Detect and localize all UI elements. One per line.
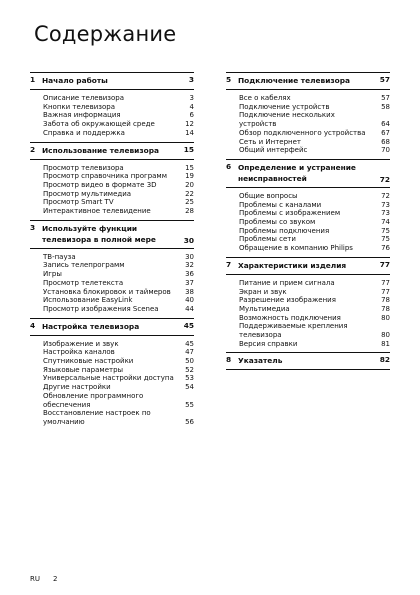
section-title: Характеристики изделия: [238, 260, 347, 270]
toc-entry-page: 54: [185, 383, 194, 392]
toc-entry-label: Подключение нескольких устройств: [239, 111, 335, 129]
toc-section: [226, 257, 390, 349]
section-number: 1: [30, 75, 36, 84]
toc-entry-page: 75: [381, 235, 390, 244]
toc-entry-label: Просмотр телевизора: [43, 163, 124, 172]
toc-entry[interactable]: [226, 146, 390, 155]
toc-entry-label: Забота об окружающей среде: [43, 120, 155, 129]
toc-entry-label: Сеть и Интернет: [239, 137, 301, 146]
toc-entry-page: 22: [185, 189, 194, 198]
toc-entry-page: 67: [381, 128, 390, 137]
toc-entry[interactable]: [226, 201, 390, 210]
toc-entry-label: Обновление программного обеспечения: [43, 391, 144, 409]
section-title: Начало работы: [42, 76, 108, 85]
section-number: 3: [30, 222, 36, 232]
toc-section-heading[interactable]: [30, 220, 194, 249]
section-page-number: 3: [188, 75, 194, 84]
toc-entry-page: 52: [185, 365, 194, 374]
toc-entry-label: Мультимедиа: [239, 304, 290, 313]
footer-language: RU: [30, 575, 40, 583]
toc-section: [226, 72, 390, 155]
toc-entry-label: Языковые параметры: [43, 365, 124, 374]
toc-entry-label: Просмотр справочника программ: [43, 172, 167, 181]
toc-entry-page: 37: [185, 278, 194, 287]
toc-section-heading[interactable]: [30, 318, 194, 336]
toc-entry-page: 58: [381, 102, 390, 111]
toc-entry[interactable]: [226, 340, 390, 349]
toc-entry-label: Проблемы подключения: [239, 226, 330, 235]
toc-entry[interactable]: [30, 296, 194, 305]
toc-entry-label: Игры: [43, 270, 62, 279]
section-number: 7: [226, 259, 232, 269]
page-footer: [30, 575, 57, 583]
toc-entry[interactable]: [30, 383, 194, 392]
toc-entry-label: Разрешение изображения: [239, 296, 336, 305]
toc-entry-page: 70: [381, 146, 390, 155]
toc-entry[interactable]: [30, 357, 194, 366]
toc-entry-label: Проблемы сети: [239, 235, 296, 244]
toc-entry-label: Проблемы с каналами: [239, 200, 322, 209]
toc-entry-page: 57: [381, 94, 390, 102]
toc-section: [226, 159, 390, 253]
section-title: Используйте функции телевизора в полной мере: [42, 223, 156, 244]
toc-entry[interactable]: [226, 227, 390, 236]
toc-entry-label: Универсальные настройки доступа: [43, 374, 174, 383]
toc-right-column: [226, 72, 390, 374]
toc-entry[interactable]: [30, 207, 194, 216]
toc-entry-page: 30: [185, 252, 194, 261]
toc-entry[interactable]: [226, 218, 390, 227]
toc-entry[interactable]: [30, 164, 194, 173]
toc-entry[interactable]: [226, 279, 390, 288]
toc-entry-page: 38: [185, 287, 194, 296]
toc-section: [30, 318, 194, 427]
toc-entry-label: ТВ-пауза: [43, 252, 76, 261]
toc-entry-page: 80: [381, 331, 390, 340]
toc-entry[interactable]: [30, 409, 194, 426]
toc-entry-page: 78: [381, 296, 390, 305]
toc-entry-label: Просмотр видео в формате 3D: [43, 180, 157, 189]
toc-entry-label: Интерактивное телевидение: [43, 207, 151, 216]
toc-entry-label: Возможность подключения: [239, 313, 341, 322]
toc-entry-page: 81: [381, 339, 390, 348]
toc-entry[interactable]: [30, 103, 194, 112]
toc-entry-label: Установка блокировок и таймеров: [43, 287, 171, 296]
section-page-number: 45: [183, 320, 194, 330]
footer-page-number: 2: [53, 575, 58, 583]
section-number: 5: [226, 75, 232, 84]
toc-entry-page: 47: [185, 348, 194, 357]
toc-entry[interactable]: [30, 181, 194, 190]
toc-entry[interactable]: [30, 111, 194, 120]
toc-entry-label: Описание телевизора: [43, 94, 125, 102]
toc-entry[interactable]: [226, 138, 390, 147]
toc-entry[interactable]: [30, 305, 194, 314]
toc-entry-page: 3: [189, 94, 194, 102]
toc-entry[interactable]: [226, 288, 390, 297]
toc-entry-page: 76: [381, 244, 390, 253]
toc-entry-label: Проблемы со звуком: [239, 218, 316, 227]
section-page-number: 82: [379, 355, 390, 365]
toc-entry-label: Просмотр Smart TV: [43, 198, 114, 207]
toc-entry[interactable]: [226, 111, 390, 128]
toc-entry[interactable]: [30, 374, 194, 383]
section-number: 6: [226, 161, 232, 171]
toc-entry-page: 64: [381, 120, 390, 129]
toc-entry-page: 12: [185, 120, 194, 129]
toc-entry[interactable]: [30, 129, 194, 138]
toc-entry-page: 14: [185, 128, 194, 137]
toc-entry-label: Версия справки: [239, 339, 298, 348]
toc-section: [226, 352, 390, 370]
toc-entry[interactable]: [226, 314, 390, 323]
toc-entry-label: Все о кабелях: [239, 94, 291, 102]
toc-entry-page: 15: [185, 163, 194, 172]
section-page-number: 15: [183, 144, 194, 154]
section-title: Использование телевизора: [42, 145, 159, 155]
toc-entry-page: 19: [185, 172, 194, 181]
toc-entry-page: 78: [381, 304, 390, 313]
toc-entry[interactable]: [30, 198, 194, 207]
toc-entry[interactable]: [30, 261, 194, 270]
toc-entry[interactable]: [226, 235, 390, 244]
toc-entry[interactable]: [30, 366, 194, 375]
toc-entry-page: 32: [185, 261, 194, 270]
toc-entry-label: Важная информация: [43, 111, 121, 120]
toc-entry[interactable]: [30, 392, 194, 409]
toc-entry-label: Спутниковые настройки: [43, 357, 134, 366]
toc-entry-page: 45: [185, 339, 194, 348]
toc-entry-page: 28: [185, 207, 194, 216]
toc-entry-page: 80: [381, 313, 390, 322]
toc-entry[interactable]: [226, 103, 390, 112]
toc-entry[interactable]: [30, 348, 194, 357]
section-title: Подключение телевизора: [238, 76, 351, 85]
toc-entry-label: Просмотр изображения Scenea: [43, 304, 159, 313]
toc-entry[interactable]: [30, 279, 194, 288]
toc-section: [30, 142, 194, 216]
toc-entry-label: Обращение в компанию Philips: [239, 244, 353, 253]
toc-entry-page: 77: [381, 287, 390, 296]
toc-left-column: [30, 72, 194, 431]
toc-entry-page: 77: [381, 278, 390, 287]
toc-entry-label: Использование EasyLink: [43, 296, 133, 305]
toc-entry-label: Просмотр мультимедиа: [43, 189, 132, 198]
toc-entry-label: Настройка каналов: [43, 348, 115, 357]
toc-entry[interactable]: [30, 94, 194, 103]
toc-entry[interactable]: [226, 244, 390, 253]
toc-entry-label: Экран и звук: [239, 287, 287, 296]
toc-entry-label: Общие вопросы: [239, 191, 298, 200]
toc-entry-label: Кнопки телевизора: [43, 102, 115, 111]
toc-entry[interactable]: [226, 209, 390, 218]
toc-entry-page: 75: [381, 226, 390, 235]
toc-section-heading[interactable]: [226, 159, 390, 188]
section-page-number: 72: [379, 174, 390, 184]
toc-entry-label: Изображение и звук: [43, 339, 119, 348]
toc-entry-page: 40: [185, 296, 194, 305]
section-page-number: 57: [379, 75, 390, 84]
toc-section: [30, 220, 194, 314]
section-number: 8: [226, 355, 232, 365]
toc-entry[interactable]: [30, 120, 194, 129]
toc-section-heading[interactable]: [30, 142, 194, 160]
toc-entry-label: Питание и прием сигнала: [239, 278, 335, 287]
toc-entry[interactable]: [30, 270, 194, 279]
toc-entry[interactable]: [226, 296, 390, 305]
section-number: 4: [30, 320, 36, 330]
section-number: 2: [30, 144, 36, 154]
section-title: Указатель: [238, 356, 283, 366]
toc-entry-label: Обзор подключенного устройства: [239, 128, 366, 137]
toc-entry-page: 20: [185, 180, 194, 189]
toc-entry-label: Проблемы с изображением: [239, 209, 341, 218]
toc-entry[interactable]: [30, 172, 194, 181]
toc-entry-page: 55: [185, 400, 194, 409]
toc-entry-label: Другие настройки: [43, 383, 111, 392]
toc-entry-page: 72: [381, 191, 390, 200]
toc-entry[interactable]: [226, 322, 390, 339]
toc-entry-page: 4: [189, 102, 194, 111]
toc-entry[interactable]: [226, 94, 390, 103]
toc-section-heading[interactable]: [226, 257, 390, 275]
toc-entry[interactable]: [30, 340, 194, 349]
toc-entry-page: 44: [185, 304, 194, 313]
toc-entry-page: 6: [189, 111, 194, 120]
toc-section-heading[interactable]: [226, 72, 390, 90]
toc-entry[interactable]: [226, 192, 390, 201]
section-page-number: 30: [183, 235, 194, 245]
toc-entry-label: Восстановление настроек по умолчанию: [43, 409, 151, 426]
toc-section: [30, 72, 194, 138]
toc-entry-label: Запись телепрограмм: [43, 261, 125, 270]
toc-entry-page: 53: [185, 374, 194, 383]
toc-entry-page: 73: [381, 209, 390, 218]
toc-entry[interactable]: [30, 288, 194, 297]
toc-entry[interactable]: [30, 253, 194, 262]
toc-entry-page: 50: [185, 357, 194, 366]
page-title: Содержание: [34, 22, 177, 46]
toc-entry-label: Подключение устройств: [239, 102, 330, 111]
section-title: Определение и устранение неисправностей: [238, 162, 356, 183]
section-page-number: 77: [379, 259, 390, 269]
toc-entry-label: Справка и поддержка: [43, 128, 125, 137]
toc-entry-label: Поддерживаемые крепления телевизора: [239, 322, 348, 340]
toc-entry-page: 36: [185, 270, 194, 279]
toc-entry-label: Общий интерфейс: [239, 146, 308, 155]
toc-entry[interactable]: [30, 190, 194, 199]
toc-section-heading[interactable]: [226, 352, 390, 370]
toc-entry-page: 25: [185, 198, 194, 207]
toc-entry-page: 73: [381, 200, 390, 209]
section-title: Настройка телевизора: [42, 321, 140, 331]
toc-entry[interactable]: [226, 305, 390, 314]
toc-entry-page: 56: [185, 417, 194, 426]
toc-entry-label: Просмотр телетекста: [43, 278, 124, 287]
toc-entry[interactable]: [226, 129, 390, 138]
toc-section-heading[interactable]: [30, 72, 194, 90]
toc-entry-page: 74: [381, 218, 390, 227]
toc-entry-page: 68: [381, 137, 390, 146]
